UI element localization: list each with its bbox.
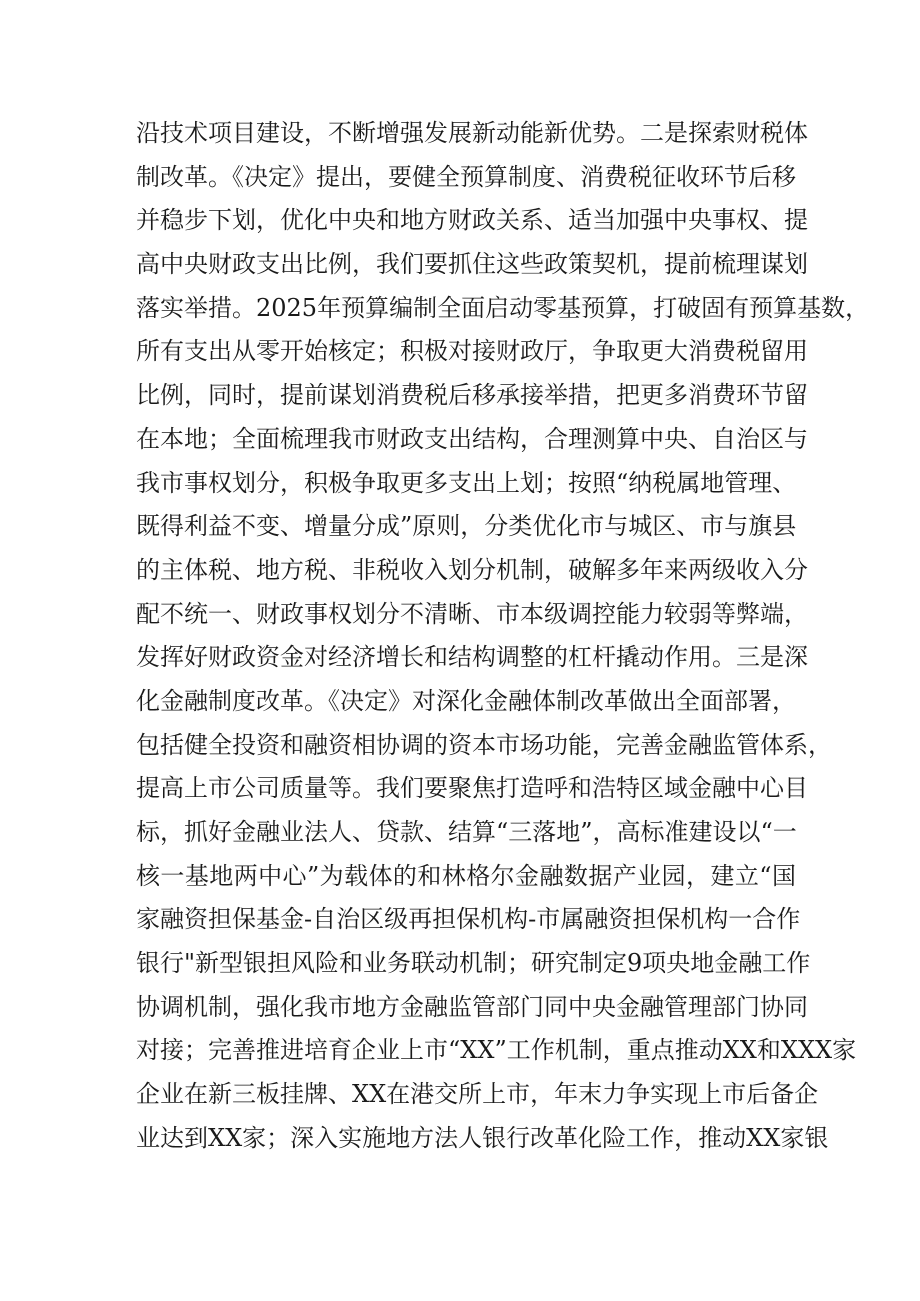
text-line: 既得利益不变、增量分成”原则，分类优化市与城区、市与旗县 [136,512,797,541]
text-line: 提高上市公司质量等。我们要聚焦打造呼和浩特区域金融中心目 [136,774,808,803]
text-line: 的主体税、地方税、非税收入划分机制，破解多年来两级收入分 [136,555,808,584]
text-line: 高中央财政支出比例，我们要抓住这些政策契机，提前梳理谋划 [136,250,808,279]
text-line: 并稳步下划，优化中央和地方财政关系、适当加强中央事权、提 [136,206,808,235]
text-line: 发挥好财政资金对经济增长和结构调整的杠杆撬动作用。三是深 [136,643,808,672]
text-line: 银行"新型银担风险和业务联动机制；研究制定9项央地金融工作 [136,949,811,978]
text-line: 家融资担保基金-自治区级再担保机构-市属融资担保机构一合作 [136,905,801,934]
text-line: 对接；完善推进培育企业上市“XX”工作机制，重点推动XX和XXX家 [136,1036,857,1065]
text-line: 协调机制，强化我市地方金融监管部门同中央金融管理部门协同 [136,992,808,1021]
text-line: 核一基地两中心”为载体的和林格尔金融数据产业园，建立“国 [136,861,796,890]
text-line: 在本地；全面梳理我市财政支出结构，合理测算中央、自治区与 [136,424,808,453]
text-line: 沿技术项目建设，不断增强发展新动能新优势。二是探索财税体 [136,119,808,147]
text-line: 落实举措。2025年预算编制全面启动零基预算，打破固有预算基数， [136,293,870,322]
text-line: 所有支出从零开始核定；积极对接财政厅，争取更大消费税留用 [136,337,808,366]
text-line: 包括健全投资和融资相协调的资本市场功能，完善金融监管体系， [136,730,832,759]
text-line: 配不统一、财政事权划分不清晰、市本级调控能力较弱等弊端， [136,599,808,628]
text-line: 我市事权划分，积极争取更多支出上划；按照“纳税属地管理、 [136,468,797,497]
text-line: 化金融制度改革。《决定》对深化金融体制改革做出全面部署， [136,686,796,715]
text-line: 标，抓好金融业法人、贷款、结算“三落地”，高标准建设以“一 [136,818,797,846]
text-line: 企业在新三板挂牌、XX在港交所上市，年末力争实现上市后备企 [136,1080,819,1109]
text-line: 业达到XX家；深入实施地方法人银行改革化险工作，推动XX家银 [136,1123,829,1152]
text-line: 比例，同时，提前谋划消费税后移承接举措，把更多消费环节留 [136,381,808,410]
body-text [136,112,870,1161]
text-line: 制改革。《决定》提出，要健全预算制度、消费税征收环节后移 [136,162,796,191]
